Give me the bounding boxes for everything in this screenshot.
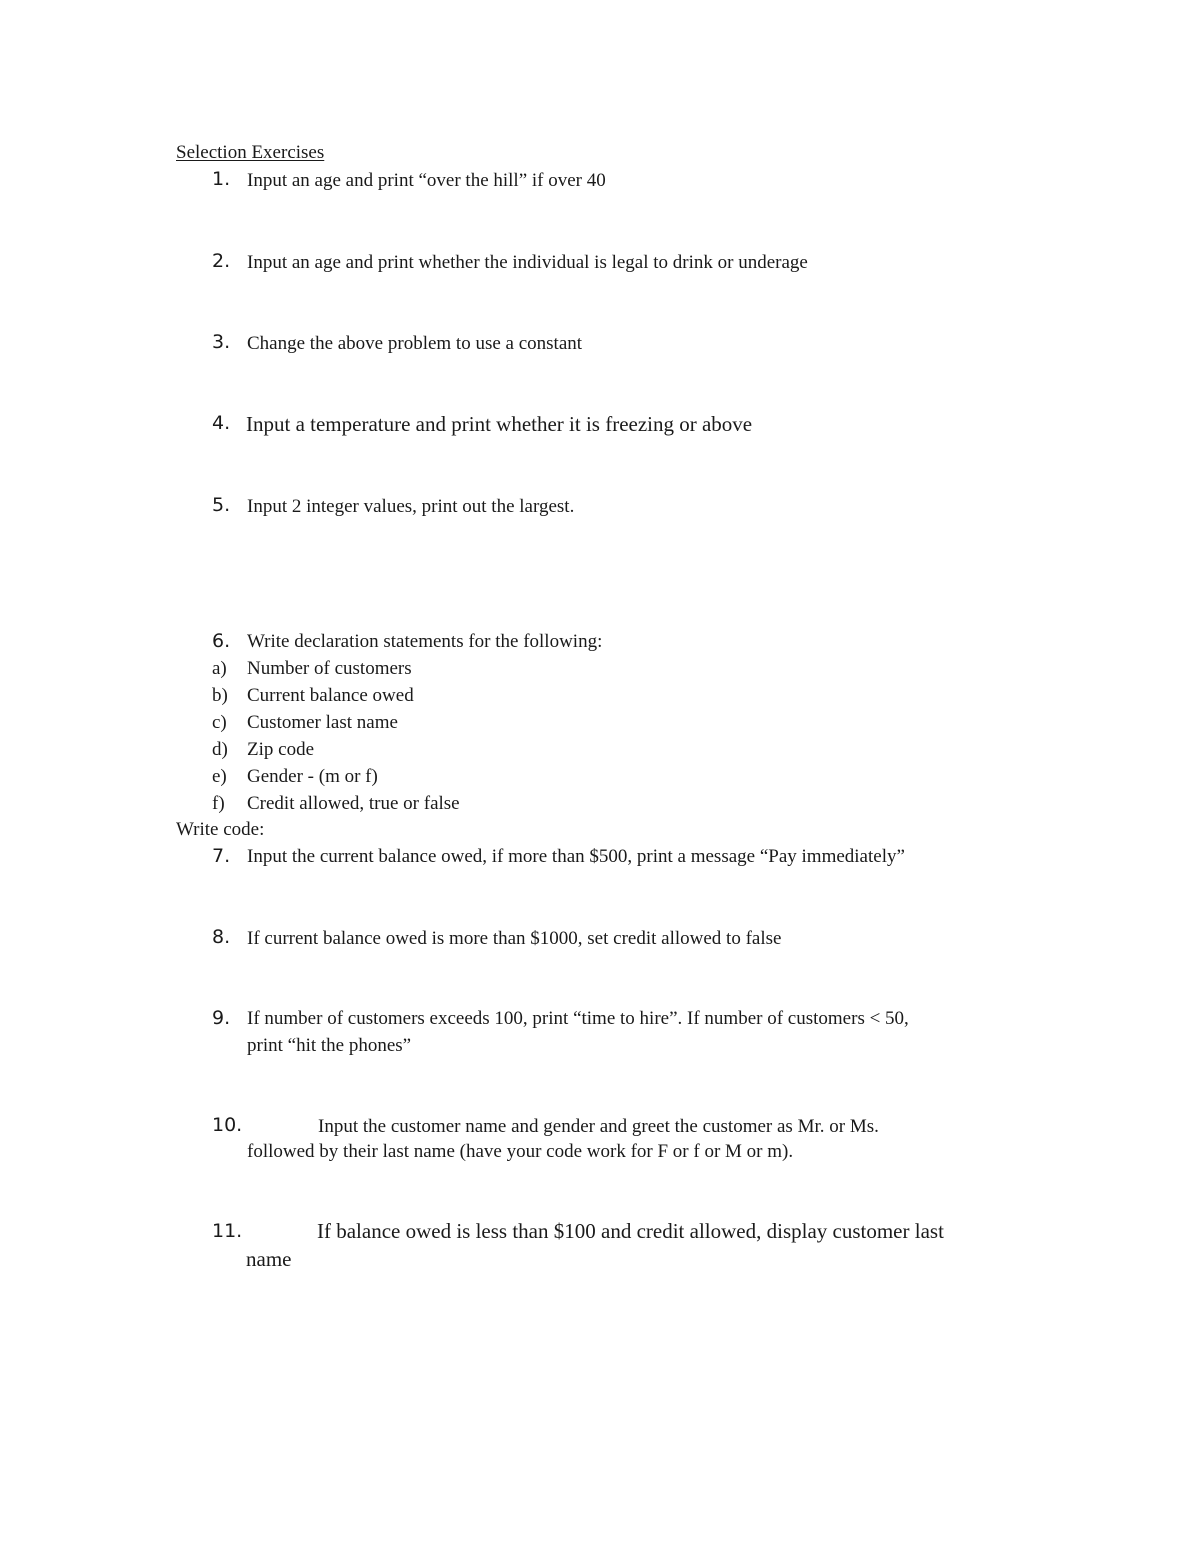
exercise-11-text: If balance owed is less than $100 and credit allowed, display customer last (317, 1219, 944, 1243)
exercise-11-number: 11. (212, 1220, 243, 1242)
exercise-9-text-continued: print “hit the phones” (247, 1035, 412, 1056)
exercise-6-text: Write declaration statements for the following: (247, 631, 603, 652)
declaration-e-letter: e) (212, 766, 227, 787)
declaration-d-text: Zip code (247, 739, 315, 760)
exercise-5-number: 5. (212, 494, 231, 516)
page-title: Selection Exercises (176, 142, 325, 163)
exercise-5-text: Input 2 integer values, print out the largest. (247, 496, 575, 517)
declaration-c-letter: c) (212, 712, 227, 733)
exercise-2-number: 2. (212, 250, 231, 272)
declaration-a-letter: a) (212, 658, 227, 679)
exercise-7-text: Input the current balance owed, if more than $500, print a message “Pay immediately” (247, 846, 905, 867)
exercise-4-number: 4. (212, 412, 231, 434)
exercise-1-text: Input an age and print “over the hill” if over 40 (247, 170, 606, 191)
exercise-10-text-continued: followed by their last name (have your code work for F or f or M or m). (247, 1141, 794, 1162)
declaration-b-text: Current balance owed (247, 685, 414, 706)
exercise-4-text: Input a temperature and print whether it is freezing or above (246, 412, 753, 436)
exercise-3-text: Change the above problem to use a constant (247, 333, 583, 354)
exercise-8-number: 8. (212, 926, 231, 948)
exercise-1-number: 1. (212, 168, 231, 190)
declaration-f-letter: f) (212, 793, 225, 814)
exercise-9-number: 9. (212, 1007, 231, 1029)
declaration-b-letter: b) (212, 685, 228, 706)
exercise-9-text: If number of customers exceeds 100, print “time to hire”. If number of customers < 50, (247, 1008, 909, 1029)
exercise-2-text: Input an age and print whether the individual is legal to drink or underage (247, 252, 808, 273)
write-code-label: Write code: (176, 819, 265, 840)
exercise-10-text: Input the customer name and gender and greet the customer as Mr. or Ms. (318, 1116, 879, 1137)
exercise-3-number: 3. (212, 331, 231, 353)
exercise-8-text: If current balance owed is more than $1000, set credit allowed to false (247, 928, 782, 949)
exercise-6-number: 6. (212, 630, 231, 652)
exercise-7-number: 7. (212, 845, 231, 867)
declaration-f-text: Credit allowed, true or false (247, 793, 460, 814)
declaration-a-text: Number of customers (247, 658, 412, 679)
declaration-d-letter: d) (212, 739, 228, 760)
exercise-10-number: 10. (212, 1114, 243, 1136)
declaration-c-text: Customer last name (247, 712, 398, 733)
declaration-e-text: Gender - (m or f) (247, 766, 378, 787)
exercise-11-text-continued: name (246, 1247, 292, 1271)
